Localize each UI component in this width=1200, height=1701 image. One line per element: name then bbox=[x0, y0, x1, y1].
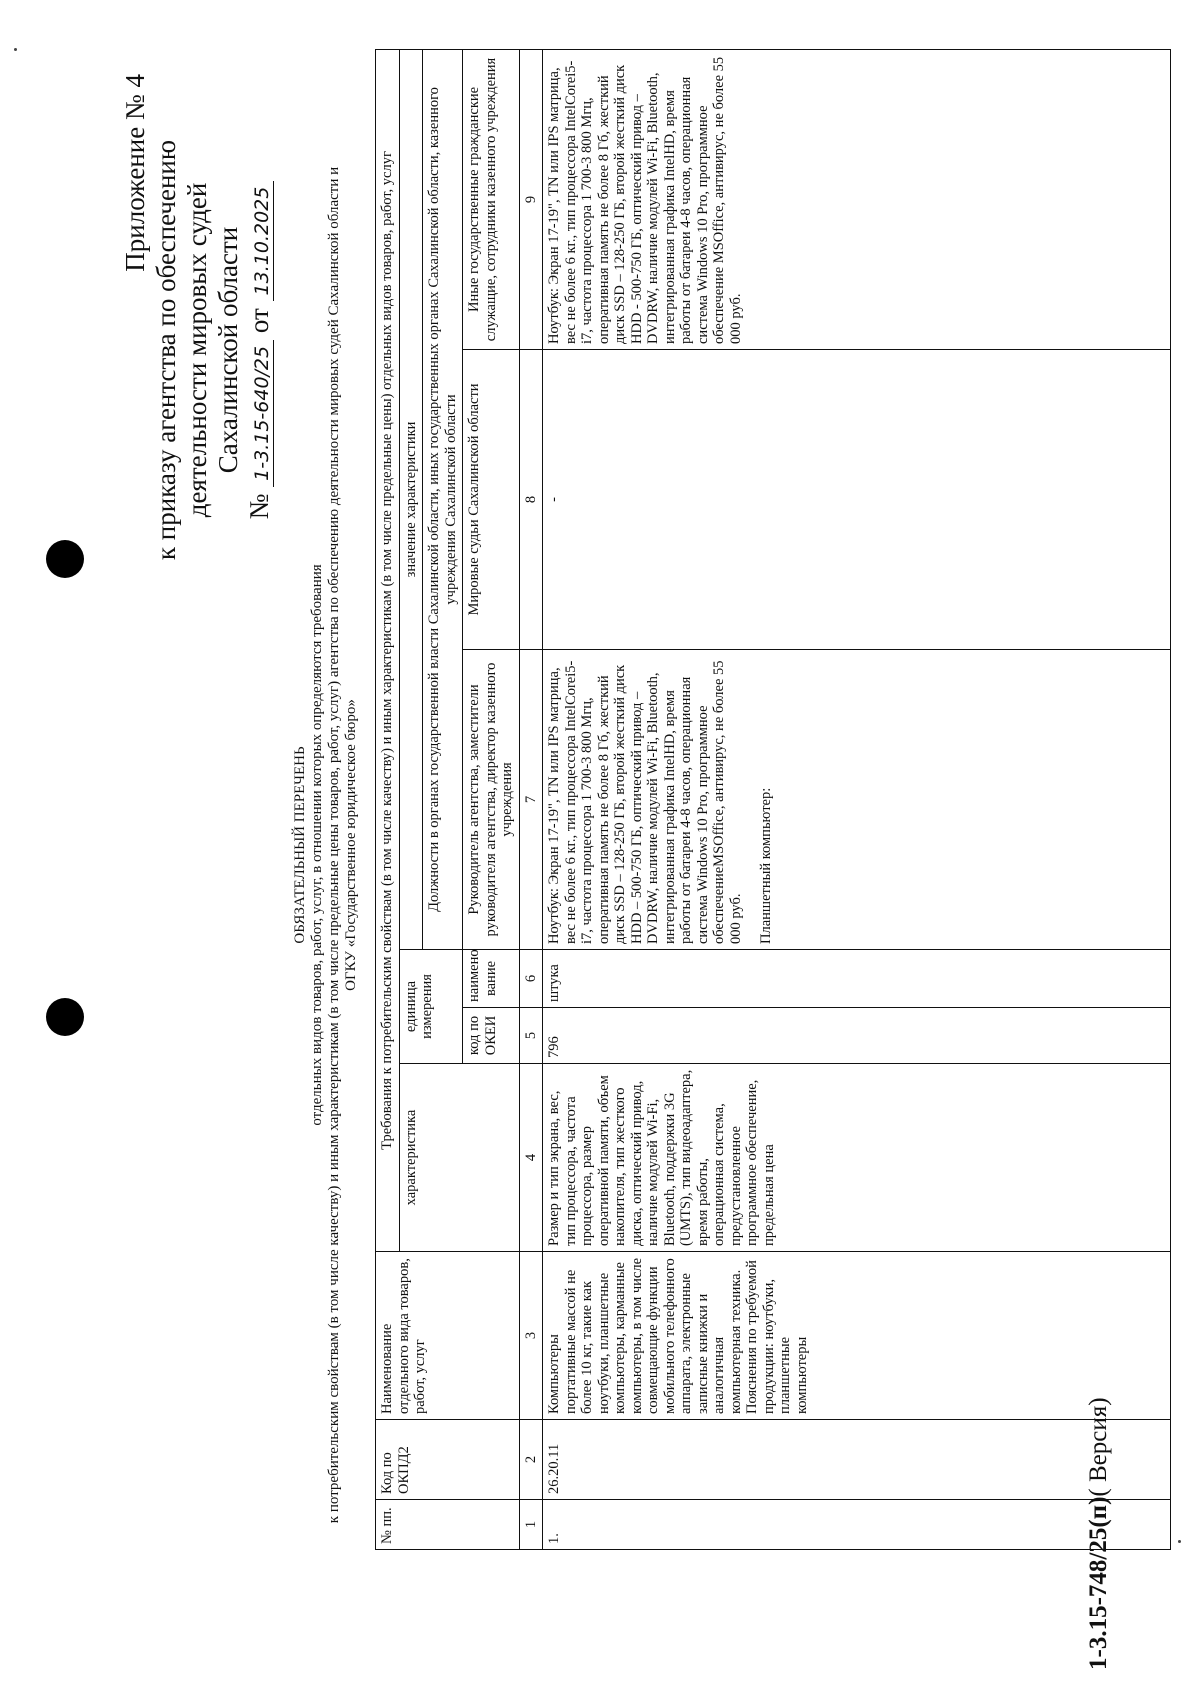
cell-value-group3: Ноутбук: Экран 17-19", TN или IPS матрица, вес не более 6 кг., тип процессора IntelCorei5-i7, частота процессора 1 700-3 800 Мгц, оперативная память не более 8 Гб, жесткий диск SSD – 128-250 ГБ, второй жесткий диск HDD - 500-750 ГБ, оптический привод – DVDRW, наличие модулей Wi-Fi, Bluetooth, интегрированная графика IntelHD, время работы от батареи 4-8 часов, операционная система Windows 10 Pro, программное обеспечение MSOffice, антивирус, не более 55 000 руб. bbox=[543, 49, 1171, 349]
column-number: 2 bbox=[519, 1420, 543, 1500]
notebook-spec: Ноутбук: Экран 17-19", TN или IPS матрица, вес не более 6 кг., тип процессора IntelCorei5-i7, частота процессора 1 700-3 800 Мгц, оперативная память не более 8 Гб, жесткий диск SSD – 128-250 ГБ, второй жесткий диск HDD – 500-750 ГБ, оптический привод – DVDRW, наличие модулей Wi-Fi, Bluetooth, интегрированная графика IntelHD, время работы от батареи 4-8 часов, операционная система Windows 10 Pro, программное обеспечениеMSOffice, антивирус, не более 55 000 руб. bbox=[546, 660, 744, 944]
header-cell-name: Наименование отдельного вида товаров, работ, услуг bbox=[376, 1252, 520, 1420]
appendix-line: Сахалинской области bbox=[213, 226, 243, 474]
column-number-row bbox=[519, 49, 543, 1549]
heading-line: к потребительским свойствам (в том числе качеству) и иным характеристикам (в том числе предельные цены товаров, работ, услуг) агентства по обеспечению деятельности мировых судей Сахалинской области и bbox=[326, 166, 342, 1524]
document-page bbox=[0, 10, 1200, 1690]
header-cell-unit-name: наимено вание bbox=[463, 950, 520, 1008]
order-number: 1-3.15-640/25 bbox=[251, 340, 274, 487]
appendix-line: деятельности мировых судей bbox=[182, 182, 212, 518]
header-cell-group1: Руководитель агентства, заместители руководителя агентства, директор казенного учреждения bbox=[463, 650, 520, 950]
column-number: 7 bbox=[519, 650, 543, 950]
header-cell-requirements: Требования к потребительским свойствам (в том числе качеству) и иным характеристикам (в том числе предельные цены) отдельных видов товаров, работ, услуг bbox=[376, 49, 400, 1251]
document-stamp bbox=[1085, 1397, 1113, 1670]
order-number-prefix: № bbox=[244, 493, 274, 520]
requirements-table bbox=[375, 49, 1171, 1550]
header-cell-group2: Мировые судьи Сахалинской области bbox=[463, 350, 520, 650]
table-row bbox=[543, 49, 1171, 1549]
column-number: 8 bbox=[519, 350, 543, 650]
cell-name: Компьютеры портативные массой не более 10 кг, такие как ноутбуки, планшетные компьютеры, карманные компьютеры, в том числе совмещающие функции мобильного телефонного аппарата, электронные записные книжки и аналогичная компьютерная техника. Пояснения по требуемой продукции: ноутбуки, планшетные компьютеры bbox=[543, 1252, 1171, 1420]
column-number: 1 bbox=[519, 1500, 543, 1550]
cell-value-group2: - bbox=[543, 350, 1171, 650]
tablet-spec-label: Планшетный компьютер: bbox=[758, 787, 774, 944]
column-number: 3 bbox=[519, 1252, 543, 1420]
appendix-line: к приказу агентства по обеспечению bbox=[151, 139, 181, 561]
cell-okei: 796 bbox=[543, 1008, 1171, 1064]
header-cell-characteristic: характеристика bbox=[399, 1064, 519, 1252]
order-date-prefix: от bbox=[244, 308, 274, 334]
appendix-block bbox=[120, 70, 278, 630]
heading-line: отдельных видов товаров, работ, услуг, в отношении которых определяются требования bbox=[309, 564, 325, 1126]
cell-unit-name: штука bbox=[543, 950, 1171, 1008]
header-cell-num: № пп. bbox=[376, 1500, 520, 1550]
column-number: 9 bbox=[519, 49, 543, 349]
header-cell-okpd: Код по ОКПД2 bbox=[376, 1420, 520, 1500]
cell-characteristic: Размер и тип экрана, вес, тип процессора, частота процессора, размер оперативной памяти, объем накопителя, тип жесткого диска, оптический привод, наличие модулей Wi-Fi, Bluetooth, поддержки 3G (UMTS), тип видеоадаптера, время работы, операционная система, предустановленное программное обеспечение, предельная цена bbox=[543, 1064, 1171, 1252]
header-cell-group3: Иные государственные гражданские служащие, сотрудники казенного учреждения bbox=[463, 49, 520, 349]
order-date: 13.10.2025 bbox=[251, 181, 274, 302]
document-version: ( Версия) bbox=[1085, 1397, 1112, 1497]
appendix-number: Приложение № 4 bbox=[120, 74, 150, 272]
cell-num: 1. bbox=[543, 1500, 1171, 1550]
document-code: 1-3.15-748/25(п) bbox=[1085, 1496, 1112, 1670]
column-number: 6 bbox=[519, 950, 543, 1008]
header-cell-unit: единица измерения bbox=[399, 950, 463, 1064]
header-cell-value: значение характеристики bbox=[399, 49, 423, 949]
cell-value-group1 bbox=[543, 650, 1171, 950]
column-number: 5 bbox=[519, 1008, 543, 1064]
document-title: ОБЯЗАТЕЛЬНЫЙ ПЕРЕЧЕНЬ bbox=[292, 746, 308, 944]
document-heading bbox=[292, 140, 360, 1550]
header-cell-positions: Должности в органах государственной власти Сахалинской области, иных государственных органах Сахалинской области, казенного учреждения Сахалинской области bbox=[423, 49, 463, 949]
cell-okpd: 26.20.11 bbox=[543, 1420, 1171, 1500]
column-number: 4 bbox=[519, 1064, 543, 1252]
heading-line: ОГКУ «Государственное юридическое бюро» bbox=[343, 699, 359, 991]
header-row bbox=[376, 49, 400, 1549]
header-cell-okei: код по ОКЕИ bbox=[463, 1008, 520, 1064]
order-reference bbox=[244, 70, 278, 630]
